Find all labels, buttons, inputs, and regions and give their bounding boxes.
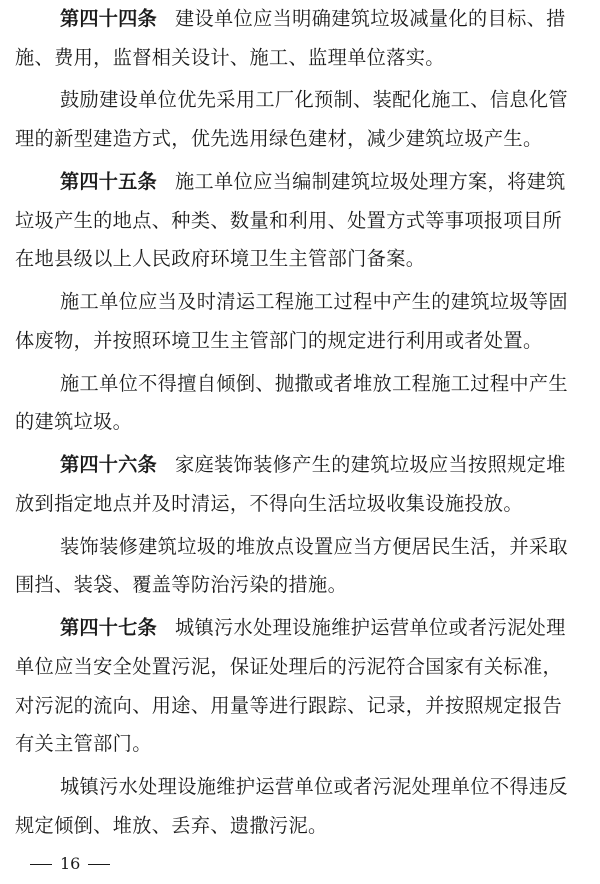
footer-dash-right bbox=[88, 864, 110, 865]
text-line: 垃圾产生的地点、种类、数量和利用、处置方式等事项报项目所 bbox=[15, 208, 563, 232]
text-line: 有关主管部门。 bbox=[15, 732, 152, 756]
text-line: 装饰装修建筑垃圾的堆放点设置应当方便居民生活，并采取 bbox=[60, 534, 568, 558]
page-footer bbox=[22, 852, 118, 876]
text-line: 城镇污水处理设施维护运营单位或者污泥处理单位不得违反 bbox=[60, 775, 568, 799]
article-number: 第四十七条 bbox=[60, 616, 157, 639]
text-line: 施、费用，监督相关设计、施工、监理单位落实。 bbox=[15, 45, 445, 69]
text-line: 施工单位不得擅自倾倒、抛撒或者堆放工程施工过程中产生 bbox=[60, 371, 568, 395]
text-line: 对污泥的流向、用途、用量等进行跟踪、记录，并按照规定报告 bbox=[15, 693, 563, 717]
text-line: 放到指定地点并及时清运，不得向生活垃圾收集设施投放。 bbox=[15, 491, 523, 515]
text-line: 施工单位应当及时清运工程施工过程中产生的建筑垃圾等固 bbox=[60, 290, 568, 314]
article-44-first-line bbox=[60, 4, 566, 34]
text-line: 体废物，并按照环境卫生主管部门的规定进行利用或者处置。 bbox=[15, 328, 543, 352]
article-text: 建设单位应当明确建筑垃圾减量化的目标、措 bbox=[174, 6, 566, 30]
text-line: 的建筑垃圾。 bbox=[15, 410, 133, 434]
footer-dash-left bbox=[30, 864, 52, 865]
text-line: 在地县级以上人民政府环境卫生主管部门备案。 bbox=[15, 247, 426, 271]
article-47-first-line bbox=[60, 613, 566, 643]
text-line: 单位应当安全处置污泥，保证处理后的污泥符合国家有关标准， bbox=[15, 654, 563, 678]
text-line: 规定倾倒、堆放、丢弃、遗撒污泥。 bbox=[15, 813, 328, 837]
text-line: 鼓励建设单位优先采用工厂化预制、装配化施工、信息化管 bbox=[60, 88, 568, 112]
article-number: 第四十四条 bbox=[60, 6, 157, 30]
article-45-first-line bbox=[60, 167, 566, 197]
text-line: 围挡、装袋、覆盖等防治污染的措施。 bbox=[15, 573, 348, 597]
text-line: 理的新型建造方式，优先选用绿色建材，减少建筑垃圾产生。 bbox=[15, 127, 543, 151]
article-text: 城镇污水处理设施维护运营单位或者污泥处理 bbox=[174, 616, 566, 639]
article-number: 第四十六条 bbox=[60, 453, 157, 477]
page-number: 16 bbox=[60, 854, 81, 873]
article-46-first-line bbox=[60, 450, 566, 480]
article-text: 施工单位应当编制建筑垃圾处理方案，将建筑 bbox=[174, 169, 566, 193]
article-number: 第四十五条 bbox=[60, 169, 157, 193]
article-text: 家庭装饰装修产生的建筑垃圾应当按照规定堆 bbox=[174, 453, 566, 477]
